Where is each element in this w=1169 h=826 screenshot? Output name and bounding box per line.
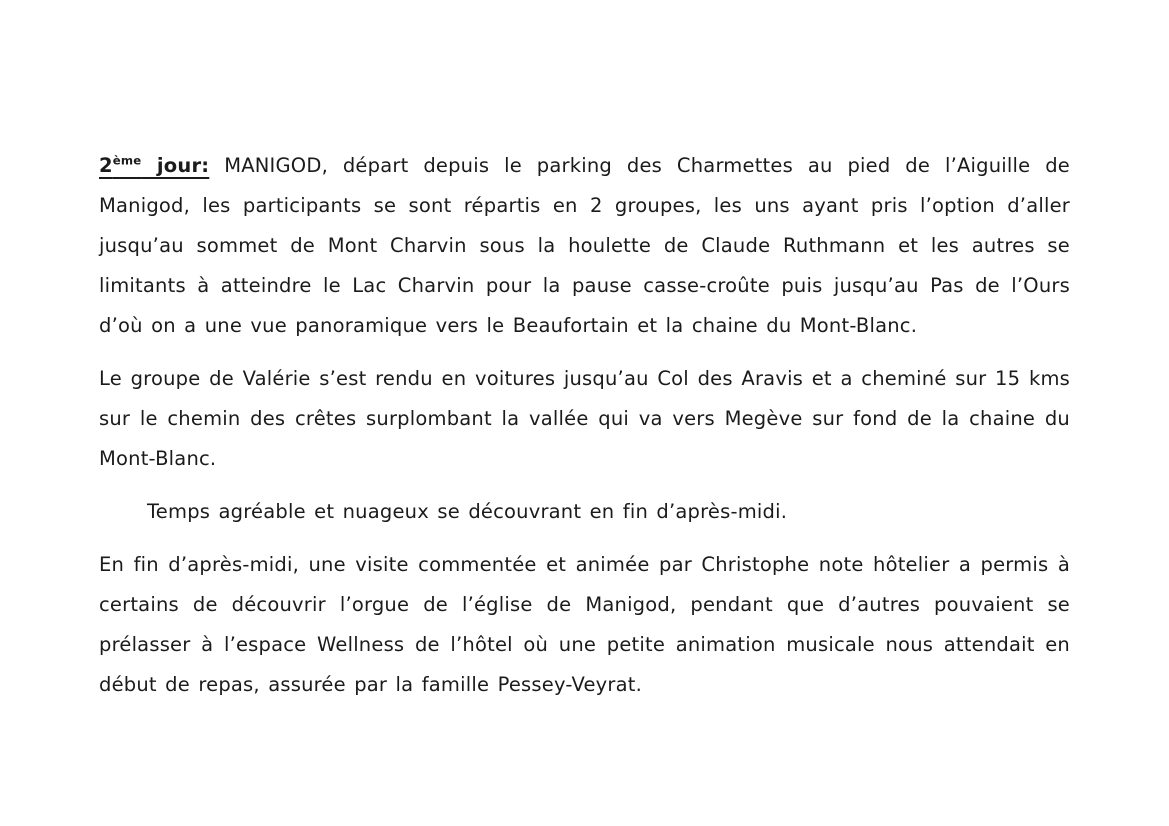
day-heading-label: jour:: [141, 154, 210, 177]
paragraph-evening-text: En fin d’après-midi, une visite commentée et animée par Christophe note hôtelier a permis à certains de découvrir l’orgue de l’église de Manigod, pendant que d’autres pouvaient se prélasser à l’espace Wellness de l’hôtel où une petite animation musicale nous attendait en début de repas, assurée par la famille Pessey-Veyrat.: [99, 553, 1070, 696]
paragraph-evening: [99, 545, 1070, 705]
day-number: 2: [99, 154, 113, 177]
paragraph-weather: [99, 492, 1070, 532]
day-heading: [99, 154, 209, 177]
paragraph-valerie-group: [99, 359, 1070, 479]
paragraph-valerie-group-text: Le groupe de Valérie s’est rendu en voitures jusqu’au Col des Aravis et a cheminé sur 15 kms sur le chemin des crêtes surplombant la vallée qui va vers Megève sur fond de la chaine du Mont-Blanc.: [99, 367, 1070, 470]
paragraph-day2-intro: [99, 146, 1070, 346]
paragraph-day2-intro-text: MANIGOD, départ depuis le parking des Charmettes au pied de l’Aiguille de Manigod, les participants se sont répartis en 2 groupes, les uns ayant pris l’option d’aller jusqu’au sommet de Mont Charvin sous la houlette de Claude Ruthmann et les autres se limitants à atteindre le Lac Charvin pour la pause casse-croûte puis jusqu’au Pas de l’Ours d’où on a une vue panoramique vers le Beaufortain et la chaine du Mont-Blanc.: [99, 154, 1071, 337]
paragraph-weather-text: Temps agréable et nuageux se découvrant en fin d’après-midi.: [147, 500, 788, 523]
day-ordinal-suffix: ème: [112, 153, 142, 168]
